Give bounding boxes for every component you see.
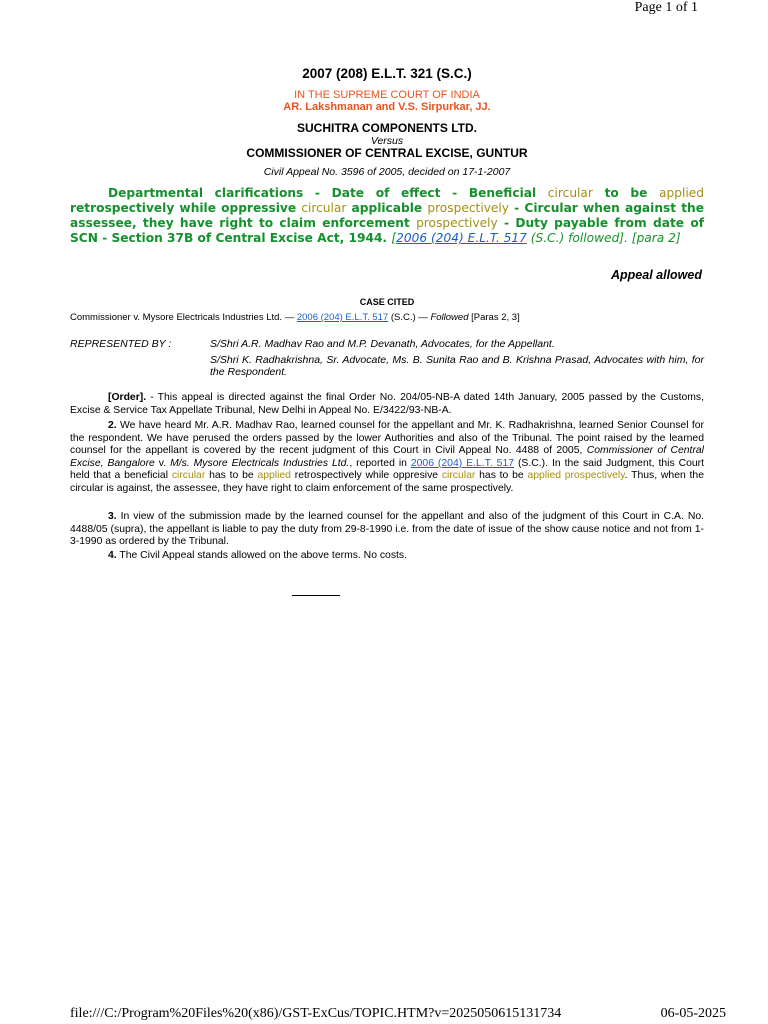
- versus-label: Versus: [370, 135, 404, 147]
- keyword-highlight: prospectively: [416, 216, 498, 230]
- paragraph-text: In view of the submission made by the learned counsel for the appellant and also of the judgment of this Court in C.A. No. 4488/05 (supra), the appellant is liable to pay the duty from 29-8-1990 i.e. from the date of issue of the show cause notice and not from 1-3-1990 as ordered by the Tribunal.: [70, 511, 704, 548]
- keyword-highlight: prospectively: [427, 201, 510, 215]
- headnote: [70, 186, 704, 246]
- order-paragraph-1: [70, 392, 704, 417]
- respondent-counsel: S/Shri K. Radhakrishna, Sr. Advocate, Ms. B. Sunita Rao and B. Krishna Prasad, Advocates with him, for the Respondent.: [210, 354, 704, 378]
- judgment-citation-link[interactable]: 2006 (204) E.L.T. 517: [410, 457, 515, 469]
- case-cited-text: Commissioner v. Mysore Electricals Industries Ltd. —: [70, 312, 297, 323]
- followed-label: Followed: [430, 312, 469, 323]
- appellant-counsel: S/Shri A.R. Madhav Rao and M.P. Devanath, Advocates, for the Appellant.: [210, 338, 555, 350]
- end-divider: [292, 595, 340, 596]
- keyword-highlight: applied: [257, 470, 291, 482]
- headnote-text: retrospectively while oppressive: [70, 201, 302, 215]
- order-label: [Order].: [108, 392, 147, 403]
- keyword-highlight: circular: [441, 470, 476, 482]
- page-indicator: Page 1 of 1: [634, 0, 698, 15]
- headnote-text: Departmental clarifications - Date of effect - Beneficial: [108, 186, 548, 200]
- headnote-text: - Duty payable from date of SCN - Section 37B of Central Excise Act, 1944.: [70, 216, 704, 245]
- civil-appeal-info: Civil Appeal No. 3596 of 2005, decided on 17-1-2007: [263, 166, 511, 178]
- keyword-highlight: applied prospectively: [527, 470, 625, 482]
- order-paragraph-4: [70, 550, 704, 563]
- paragraph-text: . Thus, when the circular is against, the assessee, they have right to claim enforcement of the same prospectively.: [70, 470, 704, 494]
- case-cited-paras: [Paras 2, 3]: [468, 312, 520, 323]
- paragraph-number: 4.: [108, 550, 117, 561]
- headnote-text: applicable: [346, 201, 428, 215]
- case-name: M/s. Mysore Electricals Industries Ltd.: [170, 457, 350, 469]
- keyword-highlight: circular: [547, 186, 593, 200]
- paragraph-text: - This appeal is directed against the final Order No. 204/05-NB-A dated 14th January, 2005 passed by the Customs, Excise & Service Tax Appellate Tribunal, New Delhi in Appeal No. E/3422/93-NB-A.: [70, 392, 704, 416]
- paragraph-text: , reported in: [349, 457, 411, 469]
- headnote-text: to be: [592, 186, 660, 200]
- appeal-result: Appeal allowed: [611, 268, 702, 282]
- case-cited-link[interactable]: 2006 (204) E.L.T. 517: [296, 312, 389, 323]
- footer-file-url: file:///C:/Program%20Files%20(x86)/GST-ExCus/TOPIC.HTM?v=2025050615131734: [70, 1006, 562, 1021]
- reference-tail: (S.C.) followed]. [para 2]: [526, 231, 681, 245]
- citation-title: 2007 (208) E.L.T. 321 (S.C.): [302, 66, 472, 81]
- paragraph-text: has to be: [205, 470, 258, 482]
- represented-by-label: REPRESENTED BY :: [70, 338, 172, 350]
- keyword-highlight: applied: [659, 186, 704, 200]
- paragraph-text: The Civil Appeal stands allowed on the above terms. No costs.: [116, 550, 407, 561]
- respondent-name: COMMISSIONER OF CENTRAL EXCISE, GUNTUR: [246, 146, 528, 160]
- headnote-reference: [391, 231, 680, 245]
- case-name: Commissioner of Central Excise, Bangalore: [70, 445, 704, 469]
- paragraph-text: v.: [154, 457, 171, 469]
- judges-names: AR. Lakshmanan and V.S. Sirpurkar, JJ.: [283, 101, 491, 113]
- headnote-citation-link[interactable]: 2006 (204) E.L.T. 517: [396, 231, 527, 245]
- case-cited-entry: [70, 312, 704, 323]
- paragraph-number: 2.: [108, 420, 117, 431]
- paragraph-number: 3.: [108, 511, 117, 522]
- keyword-highlight: circular: [301, 201, 347, 215]
- case-cited-text: (S.C.) —: [388, 312, 431, 323]
- paragraph-text: has to be: [475, 470, 528, 482]
- order-paragraph-3: [70, 511, 704, 549]
- appellant-name: SUCHITRA COMPONENTS LTD.: [297, 121, 477, 135]
- footer-date: 06-05-2025: [660, 1006, 726, 1021]
- paragraph-text: (S.C.). In the said Judgment, this Court held that a beneficial: [70, 457, 704, 482]
- headnote-text: - Circular when against the assessee, they have right to claim enforcement: [70, 201, 704, 230]
- paragraph-text: We have heard Mr. A.R. Madhav Rao, learned counsel for the appellant and Mr. K. Radhakrishna, learned Senior Counsel for the respondent. We have perused the orders passed by the lower Authorities and also of the Tribunal. The point raised by the learned counsel for the appellant is covered by the recent judgment of this Court in Civil Appeal No. 4488 of 2005,: [70, 420, 704, 457]
- bracket: [: [391, 231, 397, 245]
- case-cited-heading: CASE CITED: [359, 297, 415, 307]
- court-name: IN THE SUPREME COURT OF INDIA: [294, 89, 480, 101]
- paragraph-text: retrospectively while oppresive: [290, 470, 442, 482]
- keyword-highlight: circular: [171, 470, 206, 482]
- order-paragraph-2: [70, 420, 704, 496]
